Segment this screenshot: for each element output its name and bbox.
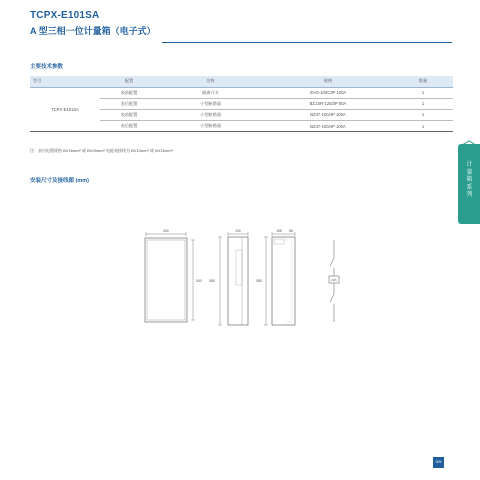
col-header-config: 配置 xyxy=(100,76,158,87)
meter-label: kWh xyxy=(331,279,337,282)
spec-note: 注：表内电缆规格 BV16mm² 或 BV25mm² 电能表接线为 BV10mm² 或 BV16mm² xyxy=(30,148,173,153)
cell-qty: 1 xyxy=(393,87,453,98)
model-cell: TCPX-E101SA xyxy=(30,87,100,132)
cell-config: 表后配置 xyxy=(100,98,158,109)
cell-spec: BZ47-100/4P 100A xyxy=(263,121,393,132)
cell-qty: 1 xyxy=(393,109,453,120)
cell-qty: 1 xyxy=(393,98,453,109)
cell-name: 小型断路器 xyxy=(158,109,263,120)
col-header-qty: 数量 xyxy=(393,76,453,87)
product-subtitle: A 型三相一位计量箱（电子式） xyxy=(30,26,156,36)
cell-name: 小型断路器 xyxy=(158,98,263,109)
cell-config: 表后配置 xyxy=(100,121,158,132)
col-header-name: 名称 xyxy=(158,76,263,87)
cell-spec: BZ47-100/4P 100A xyxy=(263,109,393,120)
cell-qty: 1 xyxy=(393,121,453,132)
cell-config: 表前配置 xyxy=(100,87,158,98)
page-number: 009 xyxy=(433,457,444,468)
front-height-dim: 540 xyxy=(196,279,202,283)
wiring-diagram xyxy=(329,240,339,322)
side-view-drawing xyxy=(209,229,248,325)
cell-spec: XHG-100C3P 100A xyxy=(263,87,393,98)
side-tab-label: 计量箱系列 xyxy=(466,162,473,198)
side-depth-dim: 130 xyxy=(235,229,241,233)
back-top-dim: 86 xyxy=(289,229,293,233)
product-model-title: TCPX-E101SA xyxy=(30,10,100,21)
back-height-dim: 580 xyxy=(256,279,262,283)
col-header-spec: 规格 xyxy=(263,76,393,87)
side-height-dim: 580 xyxy=(209,279,215,283)
col-header-model: 型号 xyxy=(30,76,100,87)
spec-section-title: 主要技术参数 xyxy=(30,64,64,70)
cell-config: 表前配置 xyxy=(100,109,158,120)
back-width-dim: 155 xyxy=(276,229,282,233)
front-view-drawing xyxy=(145,229,202,322)
back-view-drawing xyxy=(256,229,295,325)
drawing-section-title: 安装尺寸及接线图 (mm) xyxy=(30,178,89,184)
cell-spec: BZ1SR-125/3P 80A xyxy=(263,98,393,109)
cell-name: 小型断路器 xyxy=(158,121,263,132)
cell-name: 隔离开关 xyxy=(158,87,263,98)
series-side-tab[interactable] xyxy=(458,144,480,224)
front-width-dim: 260 xyxy=(163,229,169,233)
